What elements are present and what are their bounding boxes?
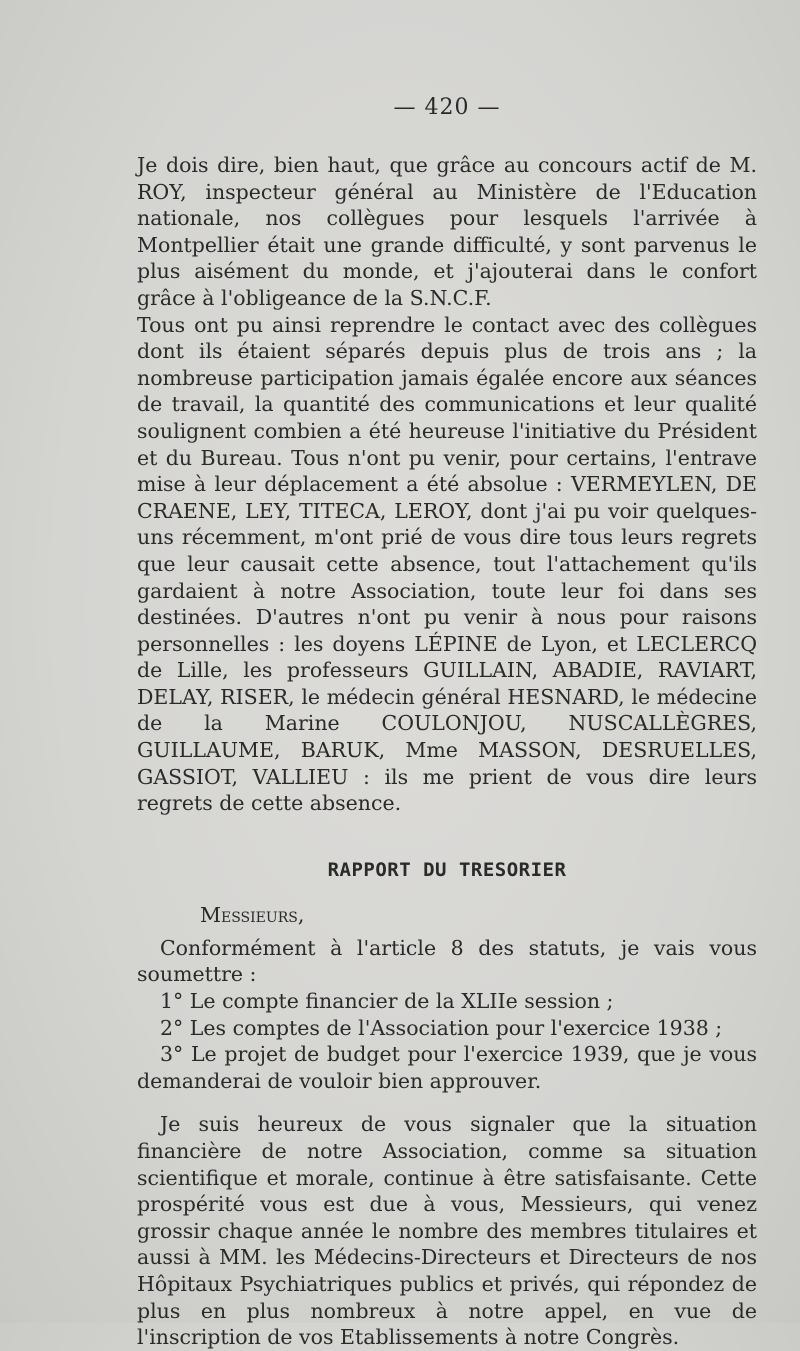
closing-paragraph: Je suis heureux de vous signaler que la situation financière de notre Association, comme sa situation scientifique et morale, continue à être satisfaisante. Cette prospérité vous est due à vous, Messieurs, qui venez grossir chaque année le nombre des membres titulaires et aussi à MM. les Médecins-Directeurs et Directeurs de nos Hôpitaux Psychiatriques publics et privés, qui répondez de plus en plus nombreux à notre appel, en vue de l'inscription de vos Etablissements à notre Congrès.: [137, 1112, 757, 1350]
page-number: — 420 —: [393, 95, 501, 120]
intro-text: [137, 152, 757, 817]
enumerated-list: [137, 988, 757, 1094]
salutation: Messieurs,: [200, 902, 305, 927]
opening-paragraph: Conformément à l'article 8 des statuts, je vais vous soumettre :: [137, 935, 757, 987]
intro-paragraph-1: Je dois dire, bien haut, que grâce au concours actif de M. ROY, inspecteur général au Ministère de l'Education nationale, nos collègues pour lesquels l'arrivée à Montpellier était une grande difficulté, y sont parvenus le plus aisément du monde, et j'ajouterai dans le confort grâce à l'obligeance de la S.N.C.F.: [137, 153, 757, 310]
list-item: 3° Le projet de budget pour l'exercice 1939, que je vous demanderai de vouloir bien approuver.: [137, 1042, 757, 1093]
document-page: [137, 95, 757, 1351]
section-heading: RAPPORT DU TRESORIER: [327, 858, 567, 881]
intro-paragraph-2: Tous ont pu ainsi reprendre le contact avec des collègues dont ils étaient séparés depuis plus de trois ans ; la nombreuse participation jamais égalée encore aux séances de travail, la quantité des communications et leur qualité soulignent combien a été heureuse l'initiative du Président et du Bureau. Tous n'ont pu venir, pour certains, l'entrave mise à leur déplacement a été absolue : VERMEYLEN, DE CRAENE, LEY, TITECA, LEROY, dont j'ai pu voir quelques-uns récemment, m'ont prié de vous dire tous leurs regrets que leur causait cette absence, tout l'attachement qu'ils gardaient à notre Association, toute leur foi dans ses destinées. D'autres n'ont pu venir à nous pour raisons personnelles : les doyens LÉPINE de Lyon, et LECLERCQ de Lille, les professeurs GUILLAIN, ABADIE, RAVIART, DELAY, RISER, le médecin général HESNARD, le médecine de la Marine COULONJOU, NUSCALLÈGRES, GUILLAUME, BARUK, Mme MASSON, DESRUELLES, GASSIOT, VALLIEU : ils me prient de vous dire leurs regrets de cette absence.: [137, 312, 757, 816]
list-item: 1° Le compte financier de la XLIIe session ;: [160, 989, 614, 1014]
list-item: 2° Les comptes de l'Association pour l'exercice 1938 ;: [160, 1015, 723, 1040]
